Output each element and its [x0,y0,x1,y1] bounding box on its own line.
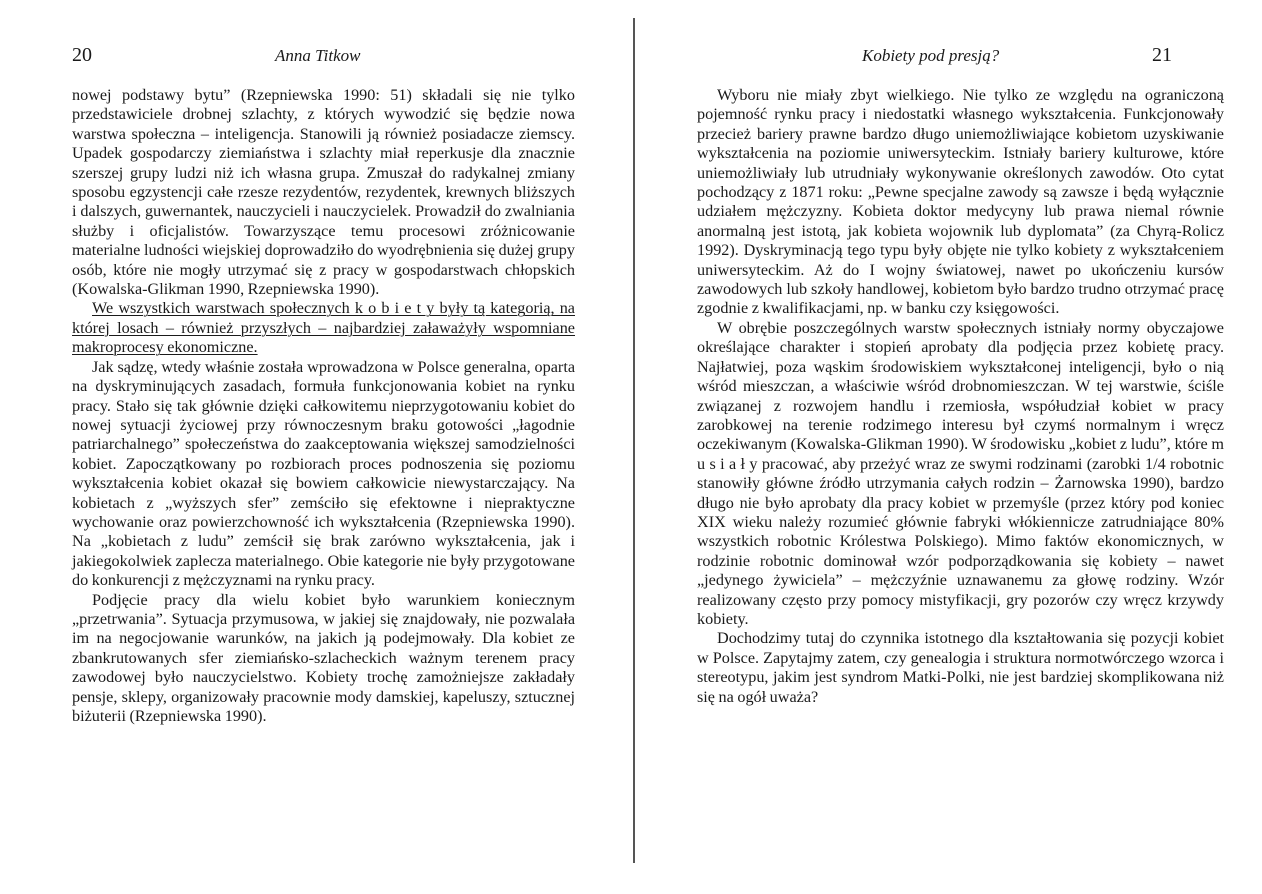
page-number: 21 [1152,44,1172,66]
paragraph: nowej podstawy bytu” (Rzepniewska 1990: 51) składali się nie tylko przedstawiciele drobnej szlachty, z których wywodzić się będzie nowa warstwa społeczna – inteligencja. Stanowili ją również posiadacze ziemscy. Upadek gospodarczy ziemiaństwa i szlachty miał reperkusje dla znacznie szerszej grupy ludzi niż ich własna grupa. Zmuszał do radykalnej zmiany sposobu egzystencji całe rzesze rezydentów, rezydentek, krewnych bliższych i dalszych, guwernantek, nauczycieli i nauczycielek. Prowadził do zwalniania służby i oficjalistów. Towarzyszące temu procesowi zróżnicowanie materialne ludności wiejskiej doprowadziło do wyodrębnienia się dużej grupy osób, które nie mogły utrzymać się z pracy w gospodarstwach chłopskich (Kowalska-Glikman 1990, Rzepniewska 1990). [72,86,575,299]
paragraph: We wszystkich warstwach społecznych k o b i e t y były tą kategorią, na której losach – również przyszłych – najbardziej załaważyły wspomniane makroprocesy ekonomiczne. [72,299,575,357]
page-body [697,86,1224,707]
page-number: 20 [72,44,92,66]
left-page [0,0,628,894]
paragraph: W obrębie poszczególnych warstw społecznych istniały normy obyczajowe określające charakter i stopień aprobaty dla podjęcia przez kobietę pracy. Najłatwiej, poza wąskim środowiskiem wykształconej inteligencji, było o nią wśród mieszczan, a właściwie wśród drobnomieszczan. W tej warstwie, ściśle związanej z rozwojem handlu i rzemiosła, współudział kobiet w pracy zarobkowej na terenie rodzimego interesu był czymś normalnym i wręcz oczekiwanym (Kowalska-Glikman 1990). W środowisku „kobiet z ludu”, które m u s i a ł y pracować, aby przeżyć wraz ze swymi rodzinami (zarobki 1/4 robotnic stanowiły główne źródło utrzymania całych rodzin – Żarnowska 1990), bardzo długo nie było aprobaty dla pracy kobiet w przemyśle (przez który pod koniec XIX wieku należy rozumieć głównie fabryki włókiennicze zatrudniające 80% wszystkich robotnic Królestwa Polskiego). Mimo faktów ekonomicznych, w rodzinie robotnic dominował wzór podporządkowania się kobiety – nawet „jedynego żywiciela” – mężczyźnie uznawanemu za głowę rodziny. Wzór realizowany często przy pomocy mistyfikacji, gry pozorów czy wręcz krzywdy kobiety. [697,318,1224,628]
running-title: Kobiety pod presją? [862,46,1000,65]
paragraph: Jak sądzę, wtedy właśnie została wprowadzona w Polsce generalna, oparta na dyskryminujących zasadach, formuła funkcjonowania kobiet na rynku pracy. Stało się tak głównie dzięki całkowitemu nieprzygotowaniu kobiet do nowej sytuacji życiowej przy równoczesnym braku gotowości „łagodnie patriarchalnego” społeczeństwa do zaakceptowania większej samodzielności kobiet. Zapoczątkowany po rozbiorach proces podnoszenia się poziomu wykształcenia kobiet okazał się bowiem całkowicie niewystarczający. Na kobietach z „wyższych sfer” zemściło się efektowne i niepraktyczne wychowanie oraz powierzchowność ich wykształcenia (Rzepniewska 1990). Na „kobietach z ludu” zemścił się brak zarówno wykształcenia, jak i jakiegokolwiek zaplecza materialnego. Obie kategorie nie były przygotowane do konkurencji z mężczyznami na rynku pracy. [72,357,575,590]
running-title: Anna Titkow [275,46,361,65]
right-page [632,0,1262,894]
page-body [72,86,575,726]
paragraph: Podjęcie pracy dla wielu kobiet było warunkiem koniecznym „przetrwania”. Sytuacja przymusowa, w jakiej się znajdowały, nie pozwalała im na negocjowanie warunków, na jakich ją podejmowały. Dla kobiet ze zbankrutowanych sfer ziemiańsko-szlacheckich ważnym terenem pracy zawodowej było nauczycielstwo. Kobiety trochę zamożniejsze zakładały pensje, sklepy, organizowały pracownie mody damskiej, kapeluszy, sztucznej biżuterii (Rzepniewska 1990). [72,590,575,725]
paragraph: Dochodzimy tutaj do czynnika istotnego dla kształtowania się pozycji kobiet w Polsce. Zapytajmy zatem, czy genealogia i struktura normotwórczego wzorca i stereotypu, jakim jest syndrom Matki-Polki, nie jest bardziej skomplikowana niż się na ogół uważa? [697,629,1224,706]
paragraph: Wyboru nie miały zbyt wielkiego. Nie tylko ze względu na ograniczoną pojemność rynku pracy i niedostatki własnego wykształcenia. Funkcjonowały przecież bariery prawne bardzo długo uniemożliwiające kobietom uzyskiwanie wykształcenia na poziomie uniwersyteckim. Istniały bariery kulturowe, które uniemożliwiały lub utrudniały wykonywanie określonych zawodów. Oto cytat pochodzący z 1871 roku: „Pewne specjalne zawody są zawsze i będą wyłącznie udziałem mężczyzny. Kobieta doktor medycyny lub prawa niemal równie anormalną jest istotą, jak kobieta wojownik lub dyplomata” (za Chyrą-Rolicz 1992). Dyskryminacją tego typu były objęte nie tylko kobiety z wykształceniem uniwersyteckim. Aż do I wojny światowej, nawet po ukończeniu kursów zawodowych lub szkoły handlowej, kobietom było bardzo trudno otrzymać pracę zgodnie z kwalifikacjami, np. w banku czy księgowości. [697,86,1224,318]
